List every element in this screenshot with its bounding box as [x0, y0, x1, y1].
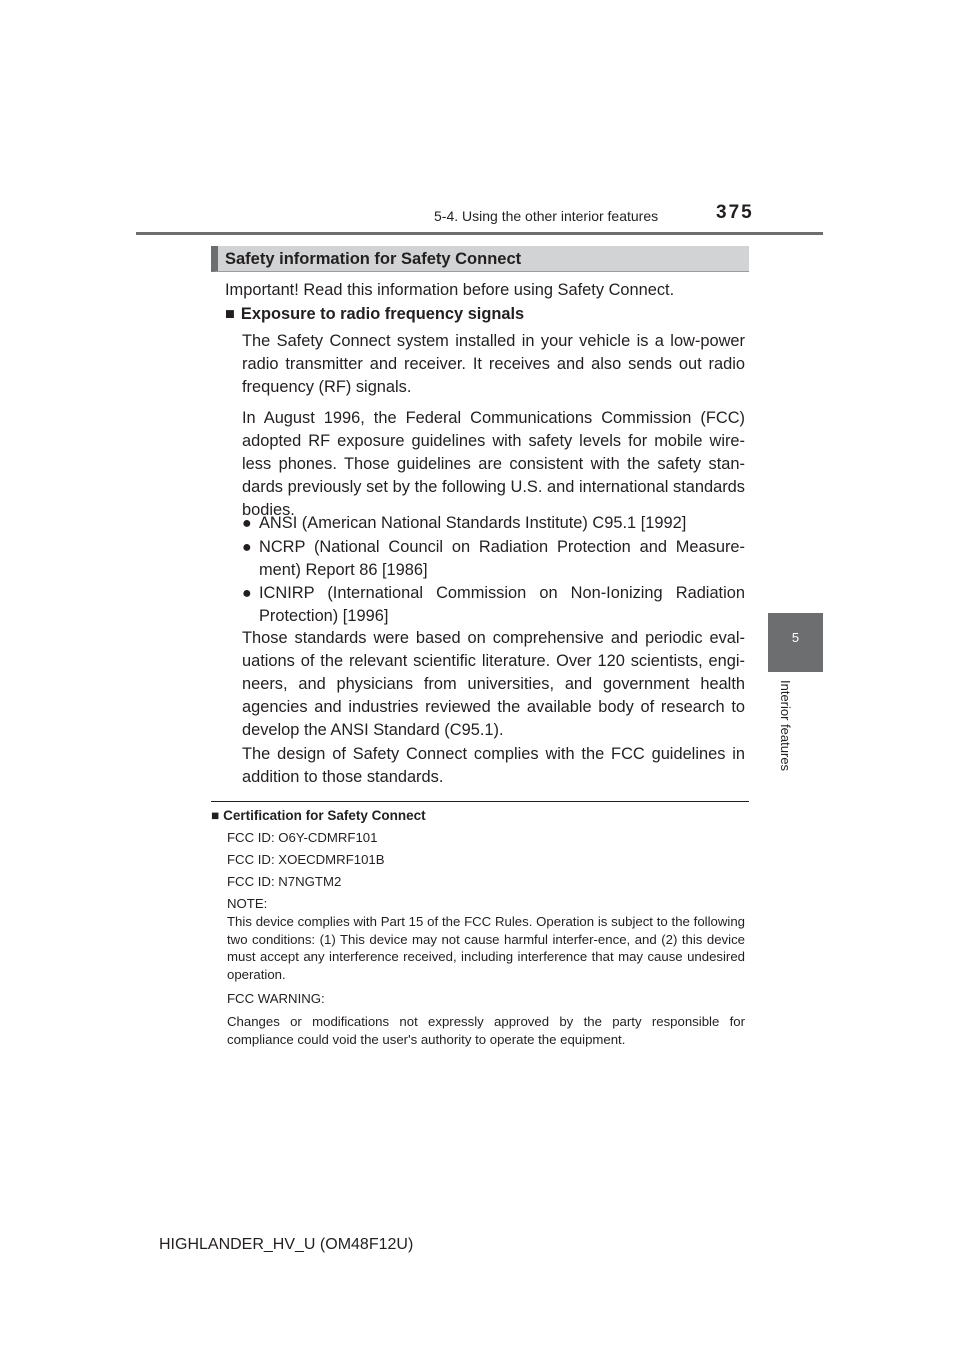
paragraph: Those standards were based on comprehensive and periodic eval-uations of the relevant scientific literature. Over 120 scientists, engi-neers, and physicians from universities, and government health agencies and industries reviewed the available body of research to develop the ANSI Standard (C95.1). — [242, 629, 745, 739]
bullet-icon: ● — [242, 539, 252, 556]
intro-text: Important! Read this information before using Safety Connect. — [225, 281, 675, 299]
footer-model-code: HIGHLANDER_HV_U (OM48F12U) — [159, 1236, 414, 1253]
note-label: NOTE: — [227, 896, 268, 911]
list-item-text: ICNIRP (International Commission on Non-Ionizing Radiation Protection) [1996] — [259, 584, 745, 625]
chapter-tab-number: 5 — [791, 630, 800, 645]
header-section-title: 5-4. Using the other interior features — [434, 208, 659, 224]
square-bullet-icon: ■ — [225, 305, 235, 323]
list-item-text: NCRP (National Council on Radiation Protection and Measure-ment) Report 86 [1986] — [259, 538, 745, 579]
subheading — [225, 305, 524, 324]
paragraph: In August 1996, the Federal Communications Commission (FCC) adopted RF exposure guidelines with safety levels for mobile wire-less phones. Those guidelines are consistent with the safety stan-dards previously set by the following U.S. and international standards bodies. — [242, 409, 745, 519]
section-divider — [211, 801, 749, 802]
note-text: This device complies with Part 15 of the FCC Rules. Operation is subject to the following two conditions: (1) This device may not cause harmful interfer-ence, and (2) this device must accept any interference received, including interference that may cause undesired operation. — [227, 914, 745, 982]
certification-heading — [211, 808, 426, 823]
section-title: Safety information for Safety Connect — [225, 250, 522, 268]
certification-heading-text: Certification for Safety Connect — [223, 808, 426, 823]
chapter-tab-label: Interior features — [778, 680, 793, 772]
fcc-id: FCC ID: O6Y-CDMRF101 — [227, 830, 378, 845]
square-bullet-icon: ■ — [211, 808, 220, 823]
fcc-id: FCC ID: N7NGTM2 — [227, 874, 342, 889]
warning-text: Changes or modifications not expressly approved by the party responsible for compliance could void the user's authority to operate the equipment. — [227, 1014, 745, 1047]
fcc-id: FCC ID: XOECDMRF101B — [227, 852, 385, 867]
paragraph: The design of Safety Connect complies with the FCC guidelines in addition to those standards. — [242, 745, 745, 786]
warning-label: FCC WARNING: — [227, 991, 325, 1006]
page-number: 375 — [716, 202, 754, 223]
header-rule — [136, 232, 823, 235]
subheading-text: Exposure to radio frequency signals — [240, 305, 525, 323]
bullet-icon: ● — [242, 585, 252, 602]
paragraph: The Safety Connect system installed in your vehicle is a low-power radio transmitter and receiver. It receives and also sends out radio frequency (RF) signals. — [242, 332, 745, 396]
list-item-text: ANSI (American National Standards Institute) C95.1 [1992] — [259, 514, 687, 532]
bullet-icon: ● — [242, 515, 252, 532]
